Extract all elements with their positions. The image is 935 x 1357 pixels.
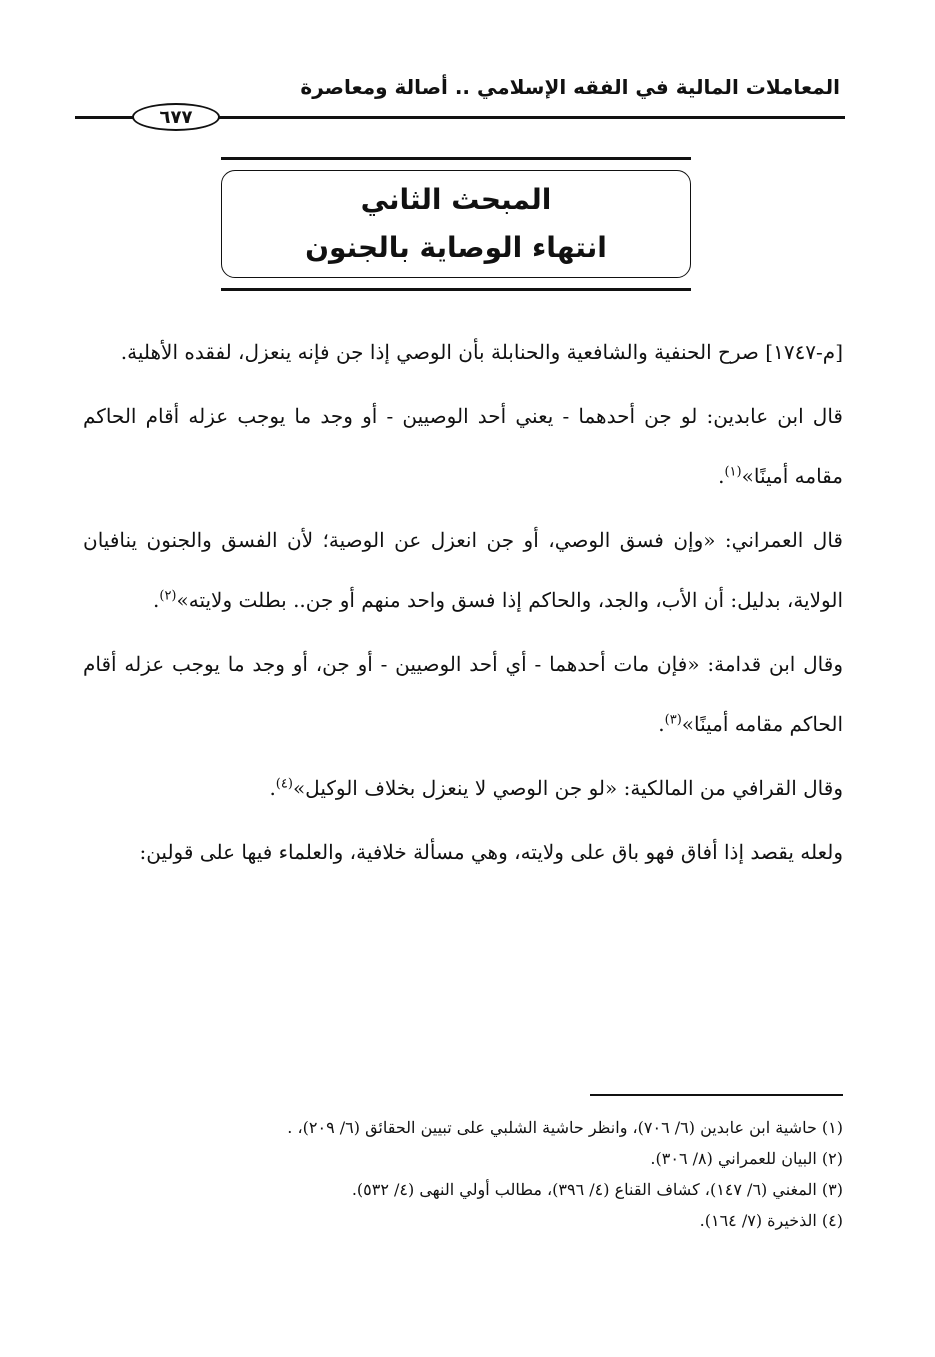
running-header: المعاملات المالية في الفقه الإسلامي .. أصالة ومعاصرة xyxy=(300,75,840,99)
page-number-badge: ٦٧٧ xyxy=(132,103,220,131)
footnote: (١) حاشية ابن عابدين (٦/ ٧٠٦)، وانظر حاشية الشلبي على تبيين الحقائق (٦/ ٢٠٩)، . xyxy=(287,1118,843,1137)
body-text xyxy=(83,322,843,886)
paragraph: ولعله يقصد إذا أفاق فهو باق على ولايته، وهي مسألة خلافية، والعلماء فيها على قولين: xyxy=(139,840,843,864)
paragraph: قال ابن عابدين: لو جن أحدهما - يعني أحد الوصيين - أو وجد ما يوجب عزله أقام الحاكم مقامه أمينًا»$^{(١)}$. xyxy=(83,404,843,488)
footnote-ref[interactable]: (٣) xyxy=(664,712,682,728)
section-heading: المبحث الثاني xyxy=(360,183,552,216)
section-title-box xyxy=(221,170,691,278)
footnote-ref[interactable]: (١) xyxy=(724,464,742,480)
paragraph: قال العمراني: «وإن فسق الوصي، أو جن انعزل عن الوصية؛ لأن الفسق والجنون ينافيان الولاية، بدليل: أن الأب، والجد، والحاكم إذا فسق واحد منهم أو جن.. بطلت ولايته»$^{(٢)}$. xyxy=(83,528,843,612)
footnotes xyxy=(83,1112,843,1236)
footnote-ref[interactable]: (٢) xyxy=(159,588,177,604)
footnote-ref[interactable]: (٤) xyxy=(275,776,293,792)
footnote: (٢) البيان للعمراني (٨/ ٣٠٦). xyxy=(650,1149,843,1168)
footnote-separator xyxy=(590,1094,843,1096)
section-title-frame xyxy=(221,157,691,291)
paragraph: [م-١٧٤٧] صرح الحنفية والشافعية والحنابلة بأن الوصي إذا جن فإنه ينعزل، لفقده الأهلية. xyxy=(120,340,843,364)
footnote: (٣) المغني (٦/ ١٤٧)، كشاف القناع (٤/ ٣٩٦)، مطالب أولي النهى (٤/ ٥٣٢). xyxy=(351,1180,843,1199)
paragraph: وقال القرافي من المالكية: «لو جن الوصي لا ينعزل بخلاف الوكيل»$^{(٤)}$. xyxy=(269,776,843,800)
footnote: (٤) الذخيرة (٧/ ١٦٤). xyxy=(699,1211,843,1230)
paragraph: وقال ابن قدامة: «فإن مات أحدهما - أي أحد الوصيين - أو جن، أو وجد ما يوجب عزله أقام الحاكم مقامه أمينًا»$^{(٣)}$. xyxy=(83,652,843,736)
section-subheading: انتهاء الوصاية بالجنون xyxy=(305,231,607,264)
